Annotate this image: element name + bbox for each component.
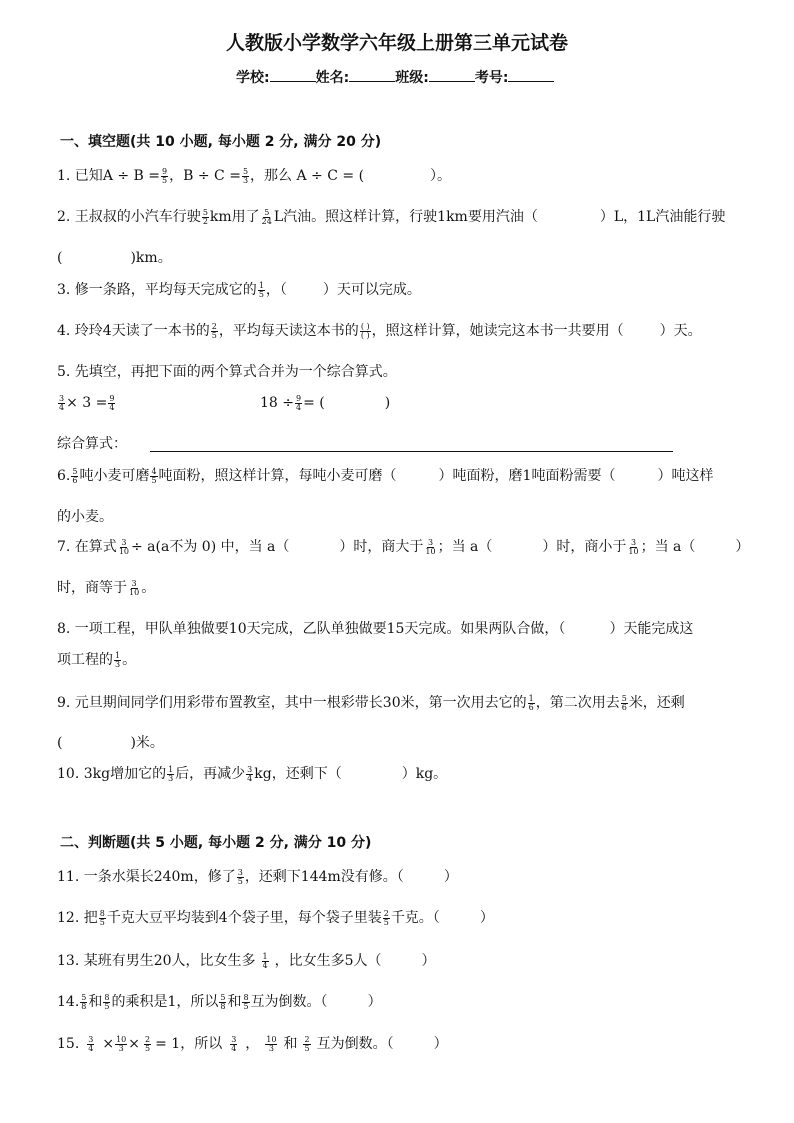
fraction: $\frac{8}{5}$	[243, 992, 249, 1011]
fraction: $\frac{1}{3}$	[115, 650, 121, 669]
fraction: $\frac{4}{5}$	[151, 466, 157, 485]
class-blank[interactable]	[429, 67, 475, 82]
fraction: $\frac{8}{5}$	[99, 908, 105, 927]
fraction: $\frac{5}{3}$	[242, 166, 249, 185]
fraction: $\frac{10}{3}$	[116, 1034, 127, 1053]
fraction: $\frac{2}{5}$	[304, 1034, 310, 1053]
fraction: $\frac{1}{3}$	[168, 764, 174, 783]
question-9-cont: ( )米。	[57, 735, 164, 751]
question-8: 8. 一项工程，甲队单独做要10天完成，乙队单独做要15天完成。如果两队合做，（ ）天能完成这	[57, 621, 694, 637]
fraction-blank[interactable]: $\frac{( )}{( )}$	[360, 321, 370, 340]
question-2: 2. 王叔叔的小汽车行驶 $\frac{5}{2}$ km用了 $\frac{5}{24}$ L汽油。照这样计算，行驶1km要用汽油（ ）L，1L汽油能行驶	[57, 207, 726, 226]
question-4: 4. 玲玲4天读了一本书的 $\frac{2}{5}$ ，平均每天读这本书的 $\frac{( )}{( )}$ ，照这样计算，她读完这本书一共要用（ ）天。	[57, 321, 702, 340]
fraction: $\frac{10}{3}$	[266, 1034, 277, 1053]
question-5: 5. 先填空，再把下面的两个算式合并为一个综合算式。	[57, 364, 397, 380]
question-5-eq1: $\frac{3}{4}$ × 3 = $\frac{9}{4}$	[59, 393, 115, 412]
question-2-cont: ( )km。	[57, 250, 172, 266]
fraction: $\frac{3}{5}$	[237, 867, 243, 886]
fraction: $\frac{1}{6}$	[528, 693, 534, 712]
fraction: $\frac{2}{5}$	[145, 1034, 151, 1053]
fraction: $\frac{9}{5}$	[162, 166, 168, 185]
question-10: 10. 3kg增加它的 $\frac{1}{3}$ 后，再减少 $\frac{3}{4}$ kg，还剩下（ ）kg。	[57, 764, 448, 783]
class-label: 班级:	[395, 70, 429, 86]
fraction: $\frac{1}{5}$	[258, 280, 264, 299]
question-15: 15. $\frac{3}{4}$ × $\frac{10}{3}$ × $\frac{2}{5}$ = 1，所以 $\frac{3}{4}$ ， $\frac{10}{3}$ 和 $\frac{2}{5}$ 互为倒数。（ ）	[57, 1034, 448, 1053]
fraction: $\frac{3}{4}$	[88, 1034, 94, 1053]
fraction: $\frac{5}{24}$	[261, 207, 272, 226]
name-label: 姓名:	[315, 70, 350, 86]
section-fill-in: 一、填空题(共 10 小题, 每小题 2 分, 满分 20 分)	[60, 134, 382, 150]
fraction: $\frac{3}{4}$	[231, 1034, 237, 1053]
fraction: $\frac{2}{5}$	[383, 908, 389, 927]
question-3: 3. 修一条路，平均每天完成它的 $\frac{1}{5}$ ，（ ）天可以完成。	[57, 280, 421, 299]
fraction: $\frac{9}{4}$	[109, 393, 115, 412]
question-6-cont: 的小麦。	[57, 509, 113, 525]
fraction: $\frac{3}{4}$	[247, 764, 253, 783]
fraction: $\frac{9}{4}$	[296, 393, 302, 412]
fraction: $\frac{5}{6}$	[72, 466, 78, 485]
fraction: $\frac{3}{10}$	[118, 537, 129, 556]
fraction: $\frac{5}{2}$	[202, 207, 208, 226]
question-5-eq2: 18 ÷ $\frac{9}{4}$ = ( )	[260, 393, 391, 412]
section-true-false: 二、判断题(共 5 小题, 每小题 2 分, 满分 10 分)	[60, 835, 372, 851]
number-label: 考号:	[474, 70, 509, 86]
name-blank[interactable]	[349, 67, 395, 82]
fraction: $\frac{3}{4}$	[59, 393, 65, 412]
fraction: $\frac{5}{6}$	[621, 693, 627, 712]
school-label: 学校:	[236, 70, 270, 86]
question-5-combo-label: 综合算式：	[57, 436, 127, 452]
fraction: $\frac{5}{8}$	[81, 992, 87, 1011]
fraction: $\frac{3}{10}$	[628, 537, 639, 556]
combo-answer-line[interactable]	[150, 451, 673, 452]
page-title: 人教版小学数学六年级上册第三单元试卷	[225, 32, 568, 54]
student-info-line	[236, 67, 554, 87]
question-1: 1. 已知A ÷ B = $\frac{9}{5}$ ，B ÷ C = $\frac{5}{3}$ ，那么 A ÷ C = ( ）。	[57, 166, 452, 185]
fraction: $\frac{8}{5}$	[104, 992, 110, 1011]
question-7-cont: 时，商等于 $\frac{3}{10}$ 。	[57, 578, 156, 597]
question-11: 11. 一条水渠长240m，修了 $\frac{3}{5}$ ，还剩下144m没有修。（ ）	[57, 867, 458, 886]
number-blank[interactable]	[508, 67, 554, 82]
fraction: $\frac{1}{4}$	[262, 951, 268, 970]
question-6: 6. $\frac{5}{6}$ 吨小麦可磨 $\frac{4}{5}$ 吨面粉，照这样计算，每吨小麦可磨（ ）吨面粉，磨1吨面粉需要（ ）吨这样	[57, 466, 714, 485]
question-7: 7. 在算式 $\frac{3}{10}$ ÷ a(a不为 0) 中，当 a（ ）时，商大于 $\frac{3}{10}$ ；当 a（ ）时，商小于 $\frac{3}{10}$ ；当 a（ ）	[57, 537, 750, 556]
fraction: $\frac{5}{8}$	[220, 992, 226, 1011]
fraction: $\frac{2}{5}$	[211, 321, 217, 340]
question-8-cont: 项工程的 $\frac{1}{3}$ 。	[57, 650, 137, 669]
question-9: 9. 元旦期间同学们用彩带布置教室，其中一根彩带长30米，第一次用去它的 $\frac{1}{6}$ ，第二次用去 $\frac{5}{6}$ 米，还剩	[57, 693, 685, 712]
fraction: $\frac{3}{10}$	[425, 537, 436, 556]
question-13: 13. 某班有男生20人，比女生多 $\frac{1}{4}$ ，比女生多5人（ ）	[57, 951, 436, 970]
fraction: $\frac{3}{10}$	[129, 578, 140, 597]
school-blank[interactable]	[270, 67, 316, 82]
question-12: 12. 把 $\frac{8}{5}$ 千克大豆平均装到4个袋子里，每个袋子里装 $\frac{2}{5}$ 千克。（ ）	[57, 908, 494, 927]
question-14: 14. $\frac{5}{8}$ 和 $\frac{8}{5}$ 的乘积是1，所以 $\frac{5}{8}$ 和 $\frac{8}{5}$ 互为倒数。（ ）	[57, 992, 382, 1011]
